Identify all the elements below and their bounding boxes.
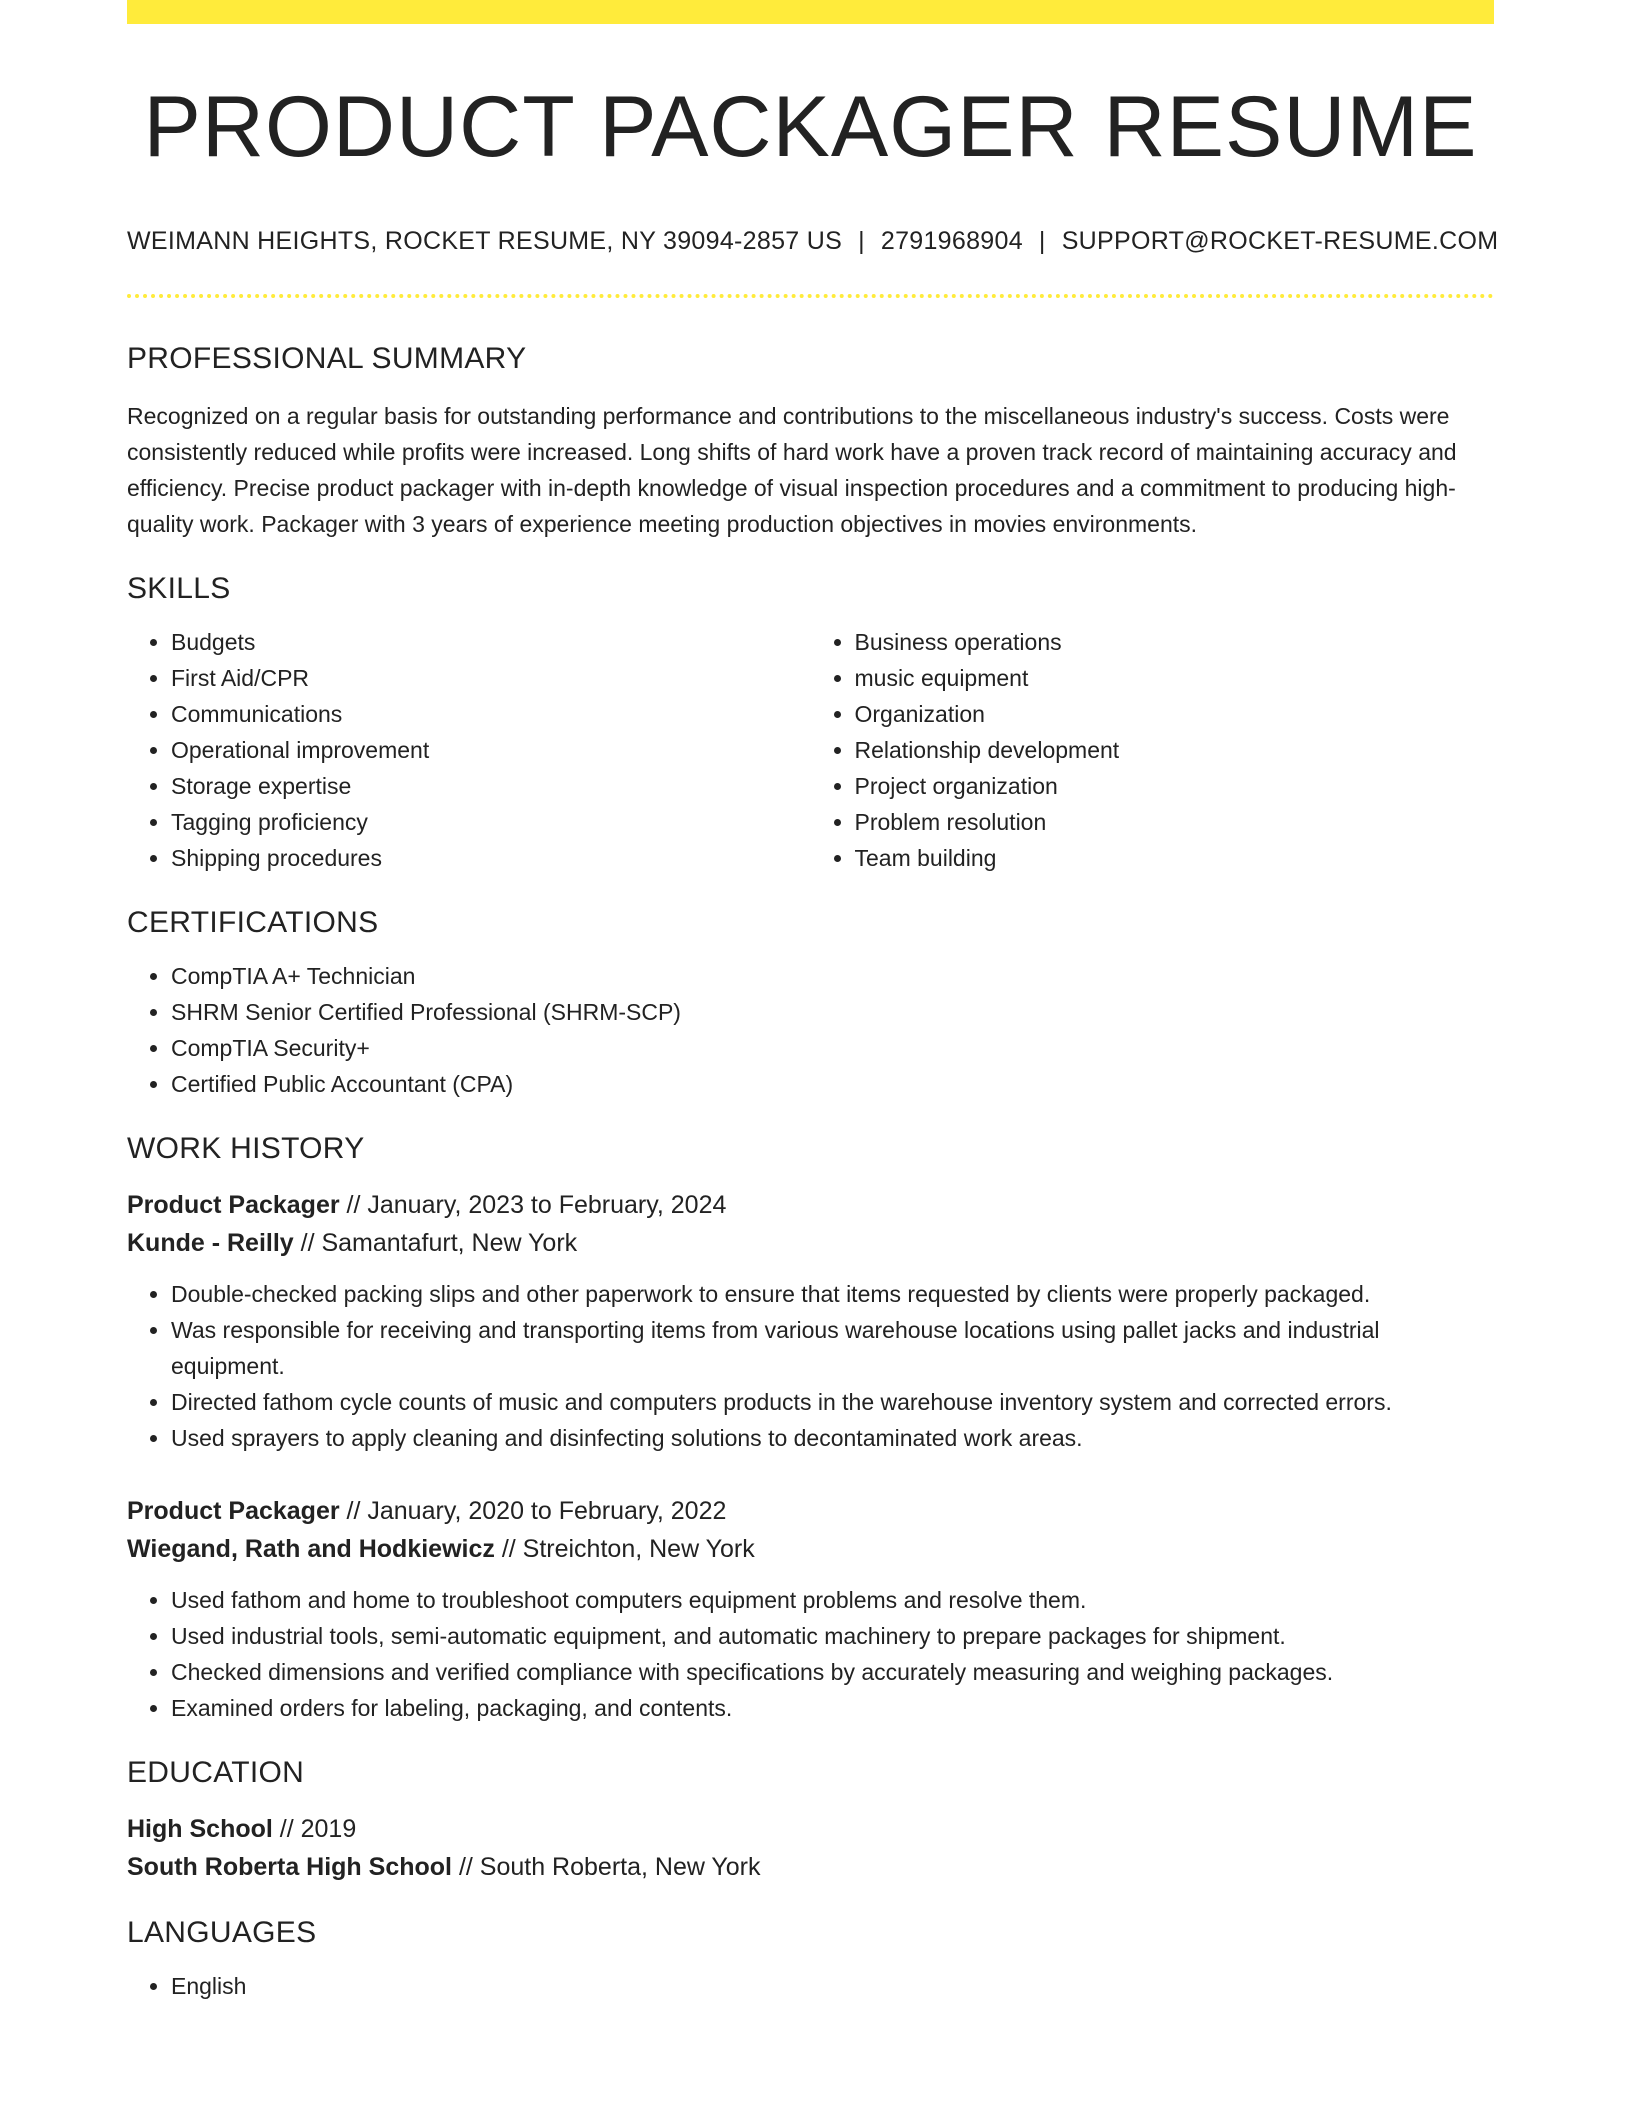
section-heading-summary: PROFESSIONAL SUMMARY: [127, 341, 527, 375]
skill-item: • Storage expertise: [171, 768, 811, 804]
contact-phone: 2791968904: [880, 226, 1023, 255]
job-duties-list: [127, 1276, 1494, 1456]
contact-line: [127, 226, 1499, 256]
job-duty: • Examined orders for labeling, packaging, and contents.: [171, 1690, 1494, 1726]
job-entry: [127, 1492, 1494, 1726]
top-accent-bar: [127, 0, 1494, 24]
skill-item: • Relationship development: [855, 732, 1495, 768]
skill-item: • Problem resolution: [855, 804, 1495, 840]
job-company: Kunde - Reilly: [127, 1228, 294, 1257]
job-location: // Streichton, New York: [494, 1534, 755, 1563]
job-duty: • Directed fathom cycle counts of music and computers products in the warehouse inventory system and corrected errors.: [171, 1384, 1494, 1420]
resume-page: [127, 0, 1499, 2004]
job-dates: // January, 2020 to February, 2022: [339, 1496, 727, 1525]
section-heading-skills: SKILLS: [127, 571, 231, 605]
certification-item: • SHRM Senior Certified Professional (SHRM-SCP): [171, 994, 1494, 1030]
job-title: Product Packager: [127, 1496, 340, 1525]
certification-item: • Certified Public Accountant (CPA): [171, 1066, 1494, 1102]
job-title-line: [127, 1492, 1494, 1530]
education-year: // 2019: [272, 1814, 357, 1843]
skill-item: • music equipment: [855, 660, 1495, 696]
certification-item: • CompTIA Security+: [171, 1030, 1494, 1066]
job-duty: • Used sprayers to apply cleaning and disinfecting solutions to decontaminated work areas.: [171, 1420, 1494, 1456]
job-company-line: [127, 1530, 1494, 1568]
skill-item: • Operational improvement: [171, 732, 811, 768]
skill-item: • Team building: [855, 840, 1495, 876]
dotted-divider: [127, 294, 1494, 298]
skill-item: • Tagging proficiency: [171, 804, 811, 840]
summary-text: Recognized on a regular basis for outstanding performance and contributions to the miscellaneous industry's success. Costs were consistently reduced while profits were increased. Long shifts of hard work have a proven track record of maintaining accuracy and efficiency. Precise product packager with in-depth knowledge of visual inspection procedures and a commitment to producing high-quality work. Packager with 3 years of experience meeting production objectives in movies environments.: [127, 402, 1457, 537]
job-duty: • Double-checked packing slips and other paperwork to ensure that items requested by clients were properly packaged.: [171, 1276, 1494, 1312]
section-heading-work-history: WORK HISTORY: [127, 1131, 365, 1165]
contact-email: SUPPORT@ROCKET-RESUME.COM: [1061, 226, 1499, 255]
skill-item: • Communications: [171, 696, 811, 732]
skills-list-left: [127, 624, 811, 876]
skill-item: • Shipping procedures: [171, 840, 811, 876]
job-title-line: [127, 1186, 1494, 1224]
job-dates: // January, 2023 to February, 2024: [339, 1190, 727, 1219]
languages-list: [127, 1968, 1494, 2004]
job-duty: • Was responsible for receiving and transporting items from various warehouse locations using pallet jacks and industrial equipment.: [171, 1312, 1494, 1384]
skill-item: • Business operations: [855, 624, 1495, 660]
section-heading-certifications: CERTIFICATIONS: [127, 905, 379, 939]
job-title: Product Packager: [127, 1190, 340, 1219]
job-duty: • Used fathom and home to troubleshoot computers equipment problems and resolve them.: [171, 1582, 1494, 1618]
education-school: South Roberta High School: [127, 1852, 452, 1881]
contact-separator: |: [1038, 226, 1046, 255]
job-company-line: [127, 1224, 1494, 1262]
education-degree-line: [127, 1810, 1494, 1848]
education-location: // South Roberta, New York: [452, 1852, 761, 1881]
education-school-line: [127, 1848, 1494, 1886]
skill-item: • Budgets: [171, 624, 811, 660]
contact-address: WEIMANN HEIGHTS, ROCKET RESUME, NY 39094-2857 US: [127, 226, 843, 255]
job-entry: [127, 1186, 1494, 1456]
certification-item: • CompTIA A+ Technician: [171, 958, 1494, 994]
skill-item: • Organization: [855, 696, 1495, 732]
skills-list-right: [811, 624, 1495, 876]
page-title: PRODUCT PACKAGER RESUME: [143, 79, 1478, 175]
job-duty: • Used industrial tools, semi-automatic equipment, and automatic machinery to prepare packages for shipment.: [171, 1618, 1494, 1654]
job-duties-list: [127, 1582, 1494, 1726]
language-item: • English: [171, 1968, 1494, 2004]
job-company: Wiegand, Rath and Hodkiewicz: [127, 1534, 495, 1563]
skill-item: • First Aid/CPR: [171, 660, 811, 696]
section-heading-education: EDUCATION: [127, 1755, 305, 1789]
skill-item: • Project organization: [855, 768, 1495, 804]
skills-grid: [127, 624, 1494, 876]
job-location: // Samantafurt, New York: [293, 1228, 578, 1257]
job-duty: • Checked dimensions and verified compliance with specifications by accurately measuring and weighing packages.: [171, 1654, 1494, 1690]
certifications-list: [127, 958, 1494, 1102]
education-degree: High School: [127, 1814, 273, 1843]
section-heading-languages: LANGUAGES: [127, 1915, 317, 1949]
contact-separator: |: [858, 226, 865, 255]
